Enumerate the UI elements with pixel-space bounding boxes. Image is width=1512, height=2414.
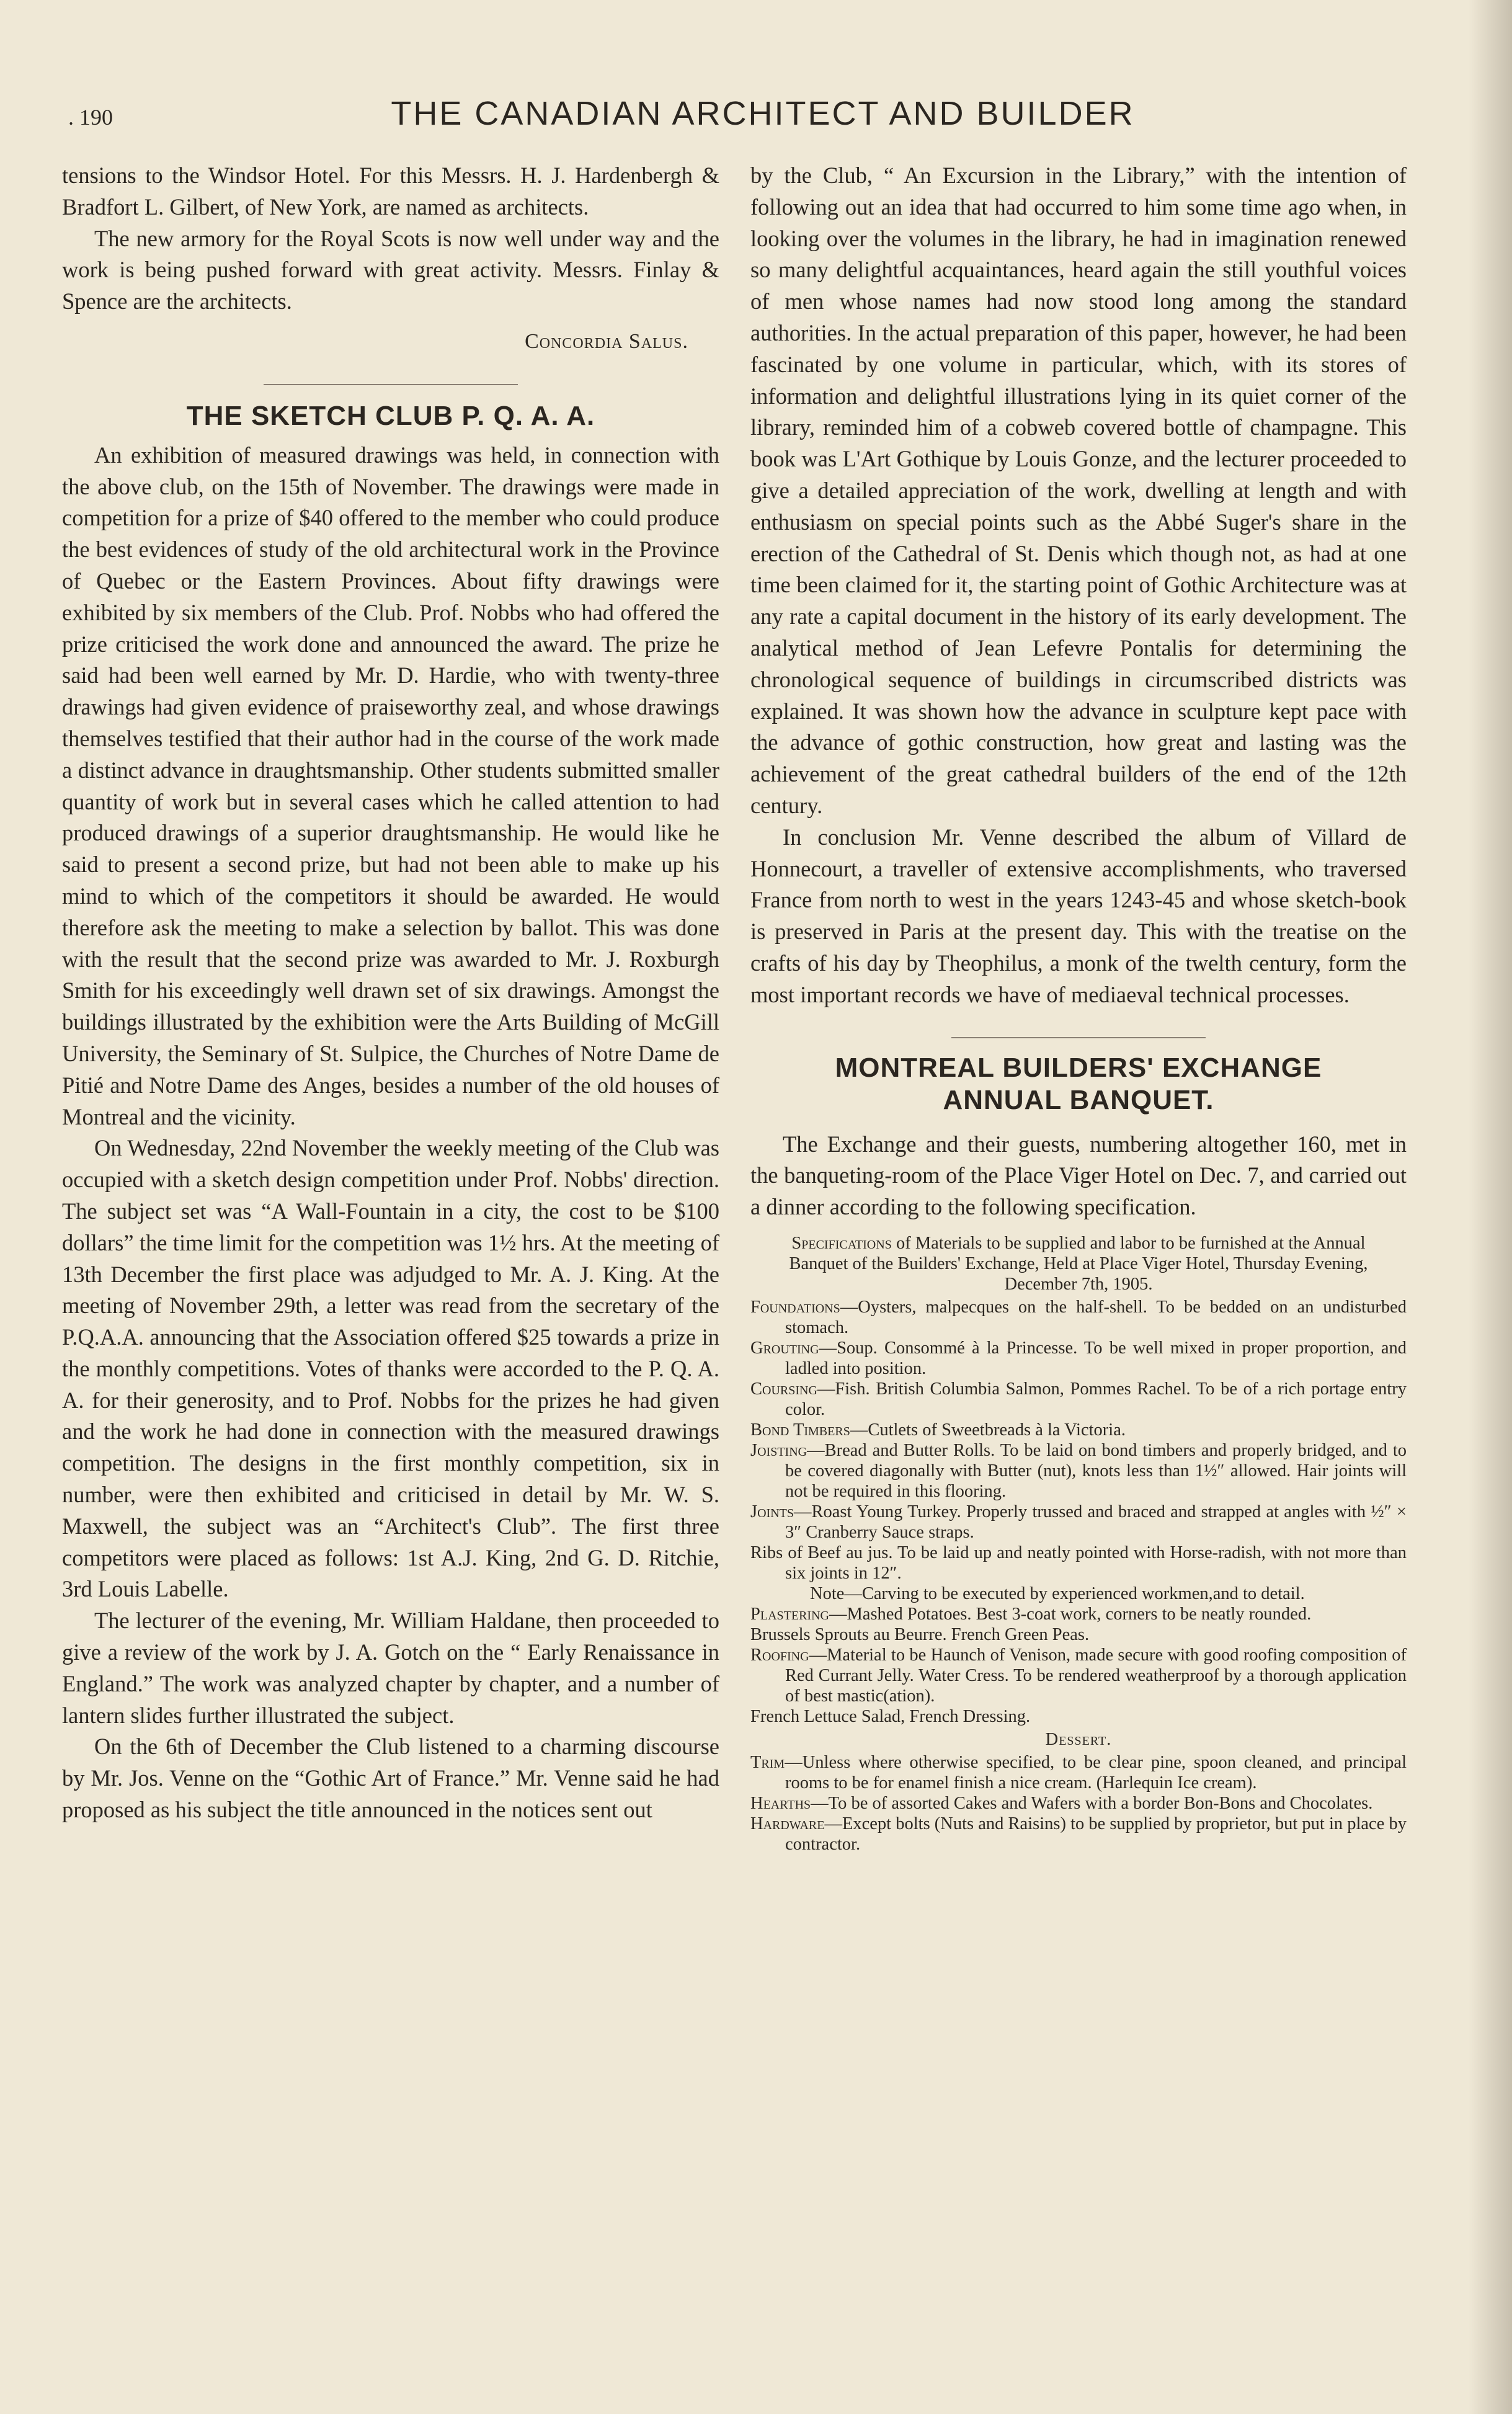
spec-item-text: —Fish. British Columbia Salmon, Pommes Rachel. To be of a rich portage entry color. <box>785 1379 1407 1419</box>
page-header <box>37 93 1488 149</box>
spec-item-text: —Material to be Haunch of Venison, made secure with good roofing composition of Red Currant Jelly. Water Cress. To be rendered weatherproof by a thorough application of best mastic(ation). <box>785 1645 1407 1706</box>
section-title <box>750 1052 1407 1116</box>
spec-item-label: Trim <box>750 1752 785 1772</box>
spec-item <box>750 1440 1407 1502</box>
spec-item-label: Hearths <box>750 1793 811 1813</box>
paragraph: On Wednesday, 22nd November the weekly meeting of the Club was occupied with a sketch design competition under Prof. Nobbs' direction. The subject set was “A Wall-Fountain in a city, the cost to be $100 dollars” the time limit for the competition was 1½ hrs. At the meeting of 13th December the first place was adjudged to Mr. A. J. King. At the meeting of November 29th, a letter was read from the secretary of the P.Q.A.A. announcing that the Association offered $25 towards a prize in the monthly competitions. Votes of thanks were accorded to the P. Q. A. A. for their generosity, and to Prof. Nobbs for the prizes he had given and the work he had done in connection with the measured drawings competition. The designs in the first monthly competition, six in number, were then exhibited and criticised in detail by Mr. W. S. Maxwell, the subject was an “Architect's Club”. The first three competitors were placed as follows: 1st A.J. King, 2nd G. D. Ritchie, 3rd Louis Labelle. <box>62 1135 719 1602</box>
spec-item <box>750 1379 1407 1420</box>
spec-item-label: Roofing <box>750 1645 809 1665</box>
spec-item <box>750 1502 1407 1543</box>
spec-item-label: Bond Timbers <box>750 1420 850 1440</box>
spec-item-label: Hardware <box>750 1814 825 1833</box>
spec-heading-text: of Materials to be supplied and labor to be furnished at the Annual Banquet of the Builders' Exchange, Held at Place Viger Hotel, Thursday Evening, December 7th, 1905. <box>789 1233 1368 1294</box>
left-column <box>62 160 719 1826</box>
spec-item <box>750 1706 1407 1727</box>
paragraph: tensions to the Windsor Hotel. For this Messrs. H. J. Hardenbergh & Bradfort L. Gilbert, of New York, are named as architects. <box>62 163 719 220</box>
spec-item-text: Brussels Sprouts au Beurre. French Green Peas. <box>750 1624 1090 1644</box>
spec-item-text: —To be of assorted Cakes and Wafers with a border Bon-Bons and Chocolates. <box>811 1793 1373 1813</box>
spec-items <box>750 1297 1407 1583</box>
spec-item-text: French Lettuce Salad, French Dressing. <box>750 1706 1031 1726</box>
paragraph: The new armory for the Royal Scots is now well under way and the work is being pushed forward with great activity. Messrs. Finlay & Spence are the architects. <box>62 225 719 314</box>
spec-item-label: Grouting <box>750 1338 819 1358</box>
spec-item <box>750 1543 1407 1583</box>
spec-item <box>750 1814 1407 1855</box>
spec-item-label: Plastering <box>750 1604 829 1624</box>
banquet-specification <box>750 1233 1407 1855</box>
spec-heading <box>750 1233 1407 1294</box>
spec-item-text: —Soup. Consommé à la Princesse. To be well mixed in proper proportion, and ladled into position. <box>785 1338 1407 1378</box>
dessert-heading: Dessert. <box>1045 1729 1112 1749</box>
page-edge-shadow <box>1469 0 1512 2414</box>
spec-item <box>750 1338 1407 1379</box>
signature: Concordia Salus. <box>525 329 688 353</box>
spec-note: Note—Carving to be executed by experienced workmen,and to detail. <box>810 1583 1305 1603</box>
spec-item-text: —Roast Young Turkey. Properly trussed and braced and strapped at angles with ½″ × 3″ Cranberry Sauce straps. <box>785 1502 1407 1542</box>
section-title: THE SKETCH CLUB P. Q. A. A. <box>186 400 595 431</box>
right-column <box>750 160 1407 1855</box>
journal-title: THE CANADIAN ARCHITECT AND BUILDER <box>391 95 1135 132</box>
section-title-line: MONTREAL BUILDERS' EXCHANGE <box>835 1052 1322 1083</box>
spec-item <box>750 1645 1407 1706</box>
spec-item-text: —Mashed Potatoes. Best 3-coat work, corners to be neatly rounded. <box>829 1604 1312 1624</box>
spec-heading-label: Specifications <box>791 1233 892 1253</box>
paragraph: An exhibition of measured drawings was held, in connection with the above club, on the 15th of November. The drawings were made in competition for a prize of $40 offered to the member who could produce the best evidences of study of the old architectural work in the Province of Quebec or the Eastern Provinces. About fifty drawings were exhibited by six members of the Club. Prof. Nobbs who had offered the prize criticised the work done and announced the award. The prize he said had been well earned by Mr. D. Hardie, who with twenty-three drawings had given evidence of praiseworthy zeal, and whose drawings themselves testified that their author had in the course of the work made a distinct advance in draughtsmanship. Other students submitted smaller quantity of work but in several cases which he called attention to had produced drawings of a superior draughtsmanship. He would like he said to present a second prize, but had not been able to make up his mind to which of the competitors it should be awarded. He would therefore ask the meeting to make a selection by ballot. This was done with the result that the second prize was awarded to Mr. J. Roxburgh Smith for his exceedingly well drawn set of six drawings. Amongst the buildings illustrated by the exhibition were the Arts Building of McGill University, the Seminary of St. Sulpice, the Churches of Notre Dame de Pitié and Notre Dame des Anges, besides a number of the old houses of Montreal and the vicinity. <box>62 442 719 1129</box>
paragraph: On the 6th of December the Club listened to a charming discourse by Mr. Jos. Venne on the “Gothic Art of France.” Mr. Venne said he had proposed as his subject the title announced in the notices sent out <box>62 1734 719 1823</box>
spec-item-label: Joisting <box>750 1440 807 1460</box>
divider <box>951 1037 1206 1038</box>
paragraph: The Exchange and their guests, numbering altogether 160, met in the banqueting-room of the Place Viger Hotel on Dec. 7, and carried out a dinner according to the following specification. <box>750 1131 1407 1220</box>
spec-item <box>750 1624 1407 1645</box>
spec-item-text: —Oysters, malpecques on the half-shell. To be bedded on an undisturbed stomach. <box>785 1297 1407 1337</box>
spec-item <box>750 1793 1407 1814</box>
spec-items <box>750 1604 1407 1727</box>
page-number: . 190 <box>68 105 113 130</box>
spec-item-label: Joints <box>750 1502 794 1521</box>
paragraph: by the Club, “ An Excursion in the Library,” with the intention of following out an idea that had occurred to him some time ago when, in looking over the volumes in the library, he had in imagination renewed so many delightful acquaintances, heard again the still youthful voices of men whose names had now stood long among the standard authorities. In the actual preparation of this paper, however, he had been fascinated by one volume in particular, which, with its stores of information and delightful illustrations lying in its quiet corner of the library, reminded him of a cobweb covered bottle of champagne. This book was L'Art Gothique by Louis Gonze, and the lecturer proceeded to give a detailed appreciation of the work, dwelling at length and with enthusiasm on special points such as the Abbé Suger's share in the erection of the Cathedral of St. Denis which though not, as had at one time been claimed for it, the starting point of Gothic Architecture was at any rate a capital document in the history of its early development. The analytical method of Jean Lefevre Pontalis for determining the chronological sequence of buildings in circumscribed districts was explained. It was shown how the advance in sculpture kept pace with the advance of gothic construction, how great and lasting was the achievement of the great cathedral builders of the end of the 12th century. <box>750 163 1407 818</box>
divider <box>264 384 518 385</box>
paragraph: In conclusion Mr. Venne described the album of Villard de Honnecourt, a traveller of extensive accomplishments, who traversed France from north to west in the years 1243-45 and whose sketch-book is preserved in Paris at the present day. This with the treatise on the crafts of his day by Theophilus, a monk of the twelth century, form the most important records we have of mediaeval technical processes. <box>750 824 1407 1007</box>
spec-item <box>750 1752 1407 1793</box>
spec-items <box>750 1752 1407 1855</box>
section-title-line: ANNUAL BANQUET. <box>943 1084 1214 1115</box>
spec-item-text: —Bread and Butter Rolls. To be laid on bond timbers and properly bridged, and to be covered diagonally with Butter (nut), knots less than 1½″ allowed. Hair joints will not be required in this flooring. <box>785 1440 1407 1501</box>
spec-item <box>750 1297 1407 1338</box>
spec-item-text: —Except bolts (Nuts and Raisins) to be supplied by proprietor, but put in place by contractor. <box>785 1814 1407 1854</box>
spec-item-label: Foundations <box>750 1297 840 1317</box>
spec-item-text: —Cutlets of Sweetbreads à la Victoria. <box>850 1420 1126 1440</box>
spec-item <box>750 1604 1407 1624</box>
spec-item <box>750 1420 1407 1440</box>
spec-item-text: —Unless where otherwise specified, to be clear pine, spoon cleaned, and principal rooms to be for enamel finish a nice cream. (Harlequin Ice cream). <box>785 1752 1407 1793</box>
paragraph: The lecturer of the evening, Mr. William Haldane, then proceeded to give a review of the work by J. A. Gotch on the “ Early Renaissance in England.” The work was analyzed chapter by chapter, and a number of lantern slides further illustrated the subject. <box>62 1608 719 1728</box>
spec-item-text: Ribs of Beef au jus. To be laid up and neatly pointed with Horse-radish, with not more than six joints in 12″. <box>750 1543 1407 1583</box>
spec-item-label: Coursing <box>750 1379 817 1399</box>
